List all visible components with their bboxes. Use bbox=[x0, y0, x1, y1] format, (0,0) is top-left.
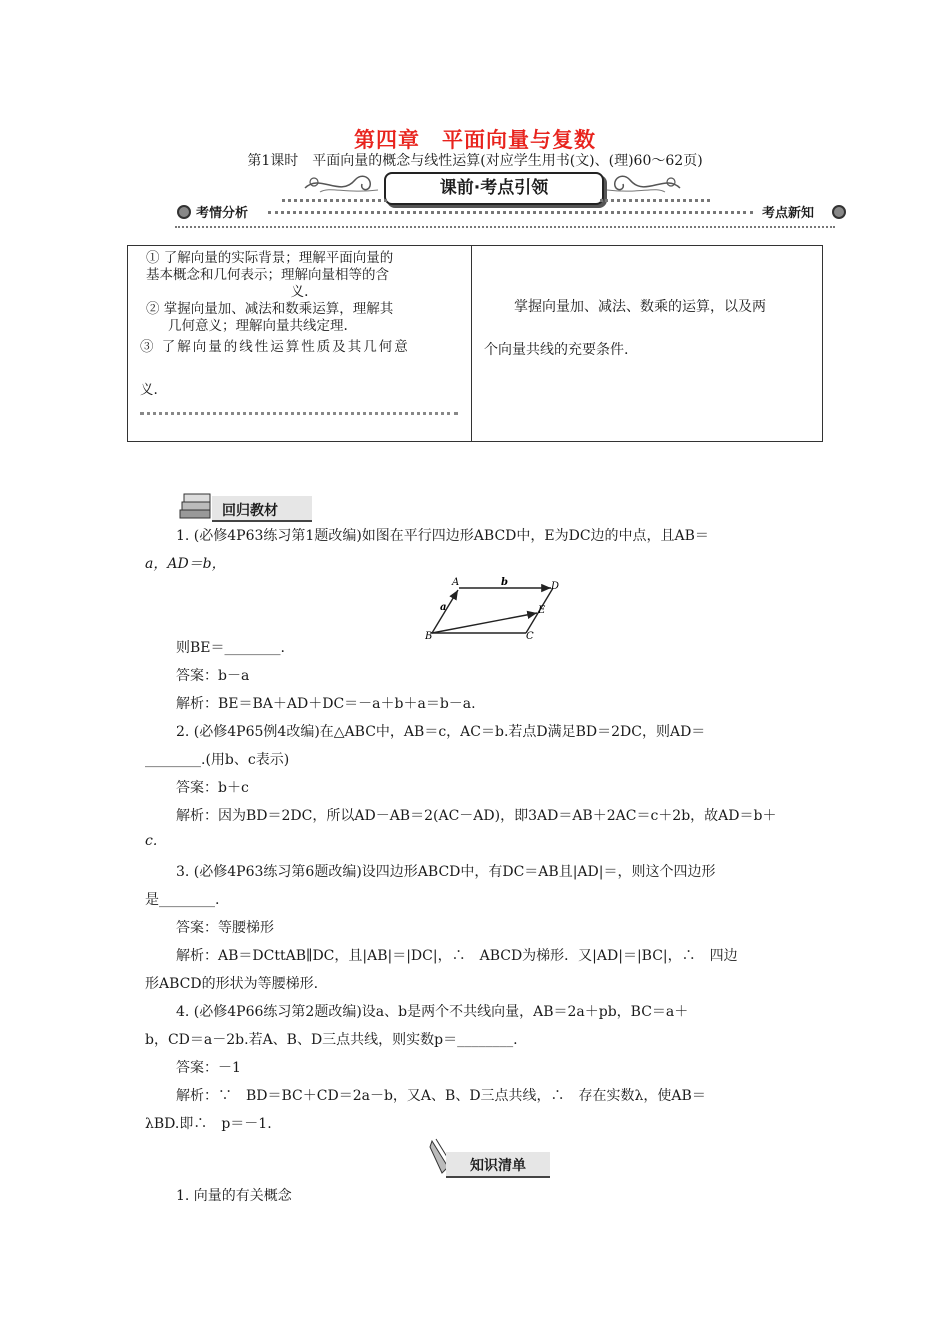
problem-1-line1: 1. (必修4P63练习第1题改编)如图在平行四边形ABCD中，E为DC边的中点，且AB＝ bbox=[176, 528, 709, 544]
requirements-cell bbox=[128, 246, 472, 442]
problem-4-answer: 答案：－1 bbox=[176, 1060, 241, 1076]
section-banner: 课前·考点引领 bbox=[384, 172, 604, 205]
vector-be bbox=[432, 613, 537, 633]
review-title: 回归教材 bbox=[222, 503, 278, 519]
dotted-divider bbox=[268, 211, 753, 214]
problem-3-answer: 答案：等腰梯形 bbox=[176, 920, 274, 936]
knowledge-title: 知识清单 bbox=[470, 1158, 526, 1174]
problem-1-answer: 答案：b－a bbox=[176, 668, 250, 684]
requirement-1-line1: ① 了解向量的实际背景；理解平面向量的 bbox=[146, 250, 394, 266]
right-ornament-icon bbox=[605, 168, 685, 198]
requirement-3-line2: 义. bbox=[140, 382, 158, 398]
label-C: C bbox=[526, 631, 534, 642]
problem-2-line1: 2. (必修4P65例4改编)在△ABC中，AB＝c，AC＝b.若点D满足BD＝2DC，则AD＝ bbox=[176, 724, 706, 740]
knowledge-item-1: 1. 向量的有关概念 bbox=[176, 1188, 292, 1204]
problem-3-line2: 是________. bbox=[145, 892, 220, 908]
parallelogram-diagram bbox=[425, 575, 560, 645]
requirement-2-line2: 几何意义；理解向量共线定理. bbox=[168, 318, 348, 334]
requirement-1-line3: 义. bbox=[290, 284, 309, 300]
problem-2-solution-line1: 解析：因为BD＝2DC，所以AD－AB＝2(AC－AD)，即3AD＝AB＋2AC＝c＋2b，故AD＝b＋ bbox=[176, 808, 777, 824]
problem-4-line1: 4. (必修4P66练习第2题改编)设a、b是两个不共线向量，AB＝2a＋pb，BC＝a＋ bbox=[176, 1004, 689, 1020]
dotted-divider bbox=[282, 199, 387, 202]
bullet-circle-icon bbox=[832, 205, 846, 219]
problem-3-line1: 3. (必修4P63练习第6题改编)设四边形ABCD中，有DC＝AB且|AD|＝，则这个四边形 bbox=[176, 864, 716, 880]
key-points-line1: 掌握向量加、减法、数乘的运算，以及两 bbox=[514, 299, 766, 315]
problem-2-solution-line2: c. bbox=[145, 833, 158, 849]
chapter-title: 第四章 平面向量与复数 bbox=[354, 128, 596, 152]
problem-2-answer: 答案：b＋c bbox=[176, 780, 249, 796]
problem-4-solution-line2: λBD.即∴ p＝－1. bbox=[145, 1116, 272, 1132]
label-A: A bbox=[452, 577, 460, 588]
problem-4-solution-line1: 解析：∵ BD＝BC＋CD＝2a－b，又A、B、D三点共线，∴ 存在实数λ，使AB＝ bbox=[176, 1088, 706, 1104]
dotted-divider bbox=[140, 412, 458, 415]
problem-2-line2: ________.(用b、c表示) bbox=[145, 752, 290, 768]
dotted-divider bbox=[600, 199, 710, 202]
books-icon bbox=[176, 490, 216, 524]
requirement-2-line1: ② 掌握向量加、减法和数乘运算，理解其 bbox=[146, 301, 394, 317]
right-label: 考点新知 bbox=[762, 206, 815, 221]
left-ornament-icon bbox=[300, 168, 380, 198]
problem-4-line2: b，CD＝a－2b.若A、B、D三点共线，则实数p＝________. bbox=[145, 1032, 518, 1048]
dotted-divider bbox=[175, 226, 835, 228]
label-E: E bbox=[538, 605, 546, 616]
exam-analysis-table bbox=[127, 245, 823, 442]
bullet-circle-icon bbox=[177, 205, 191, 219]
requirement-1-line2: 基本概念和几何表示；理解向量相等的含 bbox=[146, 267, 389, 283]
label-B: B bbox=[425, 631, 433, 642]
problem-1-solution: 解析：BE＝BA＋AD＋DC＝－a＋b＋a＝b－a. bbox=[176, 696, 476, 712]
left-label: 考情分析 bbox=[196, 206, 249, 221]
lesson-title: 第1课时 平面向量的概念与线性运算(对应学生用书(文)、(理)60～62页) bbox=[247, 153, 703, 169]
label-a: a bbox=[440, 602, 447, 613]
problem-1-line2: a，AD＝b， bbox=[145, 556, 226, 572]
problem-3-solution-line2: 形ABCD的形状为等腰梯形. bbox=[145, 976, 319, 992]
problem-3-solution-line1: 解析：AB＝DCttAB∥DC，且|AB|＝|DC|，∴ ABCD为梯形．又|AD|＝|BC|，∴ 四边 bbox=[176, 948, 738, 964]
label-D: D bbox=[551, 581, 560, 592]
requirement-3-line1: ③ 了解向量的线性运算性质及其几何意 bbox=[140, 339, 410, 355]
label-b: b bbox=[501, 577, 508, 588]
key-points-cell bbox=[472, 246, 823, 442]
key-points-line2: 个向量共线的充要条件. bbox=[484, 342, 629, 358]
problem-1-question: 则BE＝________. bbox=[176, 640, 285, 656]
